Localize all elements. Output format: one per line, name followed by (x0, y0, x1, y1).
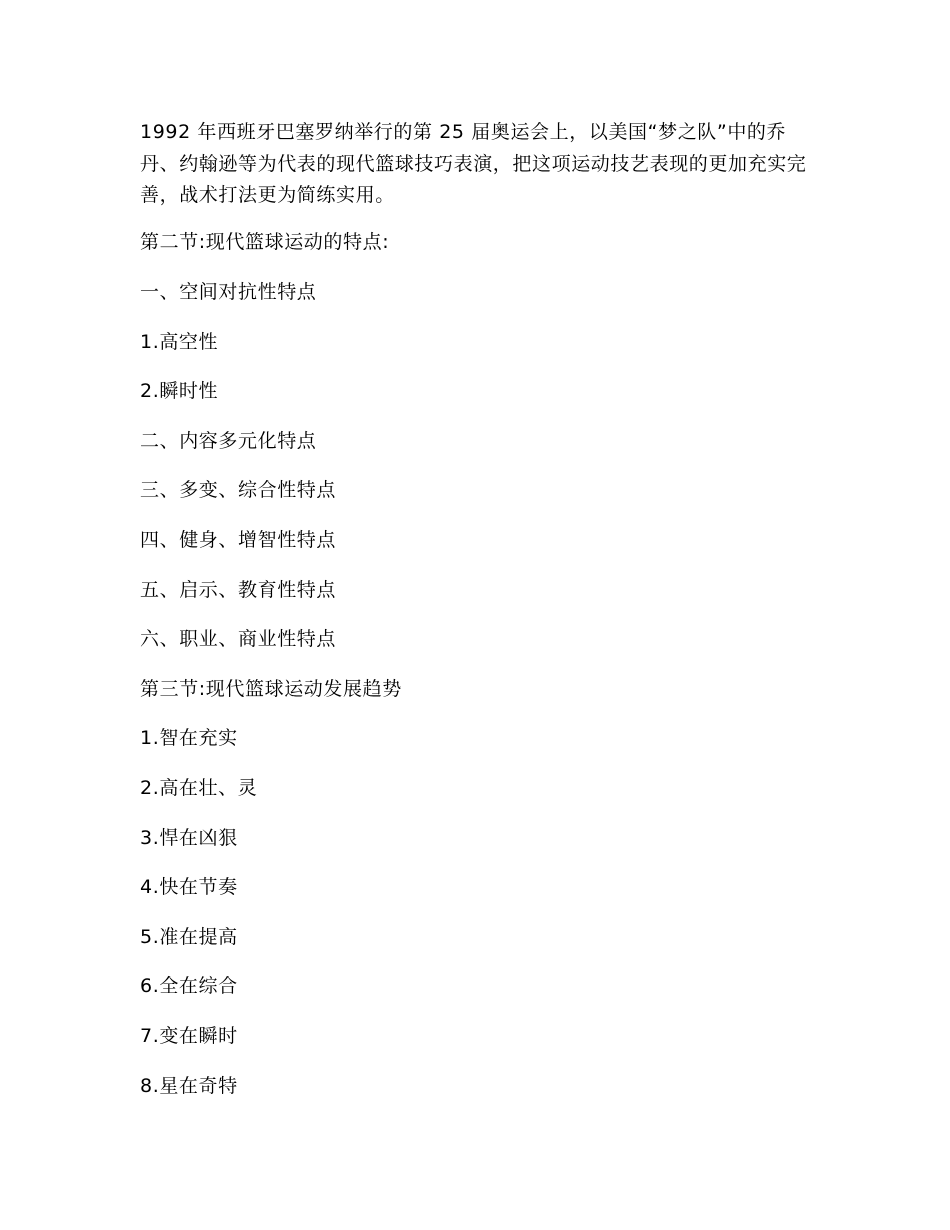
list-item: 六、职业、商业性特点 (140, 628, 337, 650)
list-item: 1.智在充实 (140, 727, 238, 749)
section-heading-characteristics: 第二节:现代篮球运动的特点: (140, 231, 390, 253)
list-item: 三、多变、综合性特点 (140, 479, 337, 501)
list-item: 3.悍在凶狠 (140, 827, 238, 849)
list-item: 五、启示、教育性特点 (140, 579, 337, 601)
list-item: 7.变在瞬时 (140, 1025, 238, 1047)
list-item: 8.星在奇特 (140, 1075, 238, 1097)
section-heading-trends: 第三节:现代篮球运动发展趋势 (140, 678, 402, 700)
list-item: 5.准在提高 (140, 926, 238, 948)
list-item: 二、内容多元化特点 (140, 430, 317, 452)
list-item: 四、健身、增智性特点 (140, 529, 337, 551)
intro-paragraph: 1992 年西班牙巴塞罗纳举行的第 25 届奥运会上，以美国“梦之队”中的乔丹、约翰逊等为代表的现代篮球技巧表演，把这项运动技艺表现的更加充实完善，战术打法更为简练实用。 (140, 121, 807, 206)
list-item: 2.高在壮、灵 (140, 777, 258, 799)
list-item: 1.高空性 (140, 331, 219, 353)
list-item: 2.瞬时性 (140, 380, 219, 402)
list-item: 6.全在综合 (140, 975, 238, 997)
list-item: 4.快在节奏 (140, 876, 238, 898)
list-item: 一、空间对抗性特点 (140, 281, 317, 303)
